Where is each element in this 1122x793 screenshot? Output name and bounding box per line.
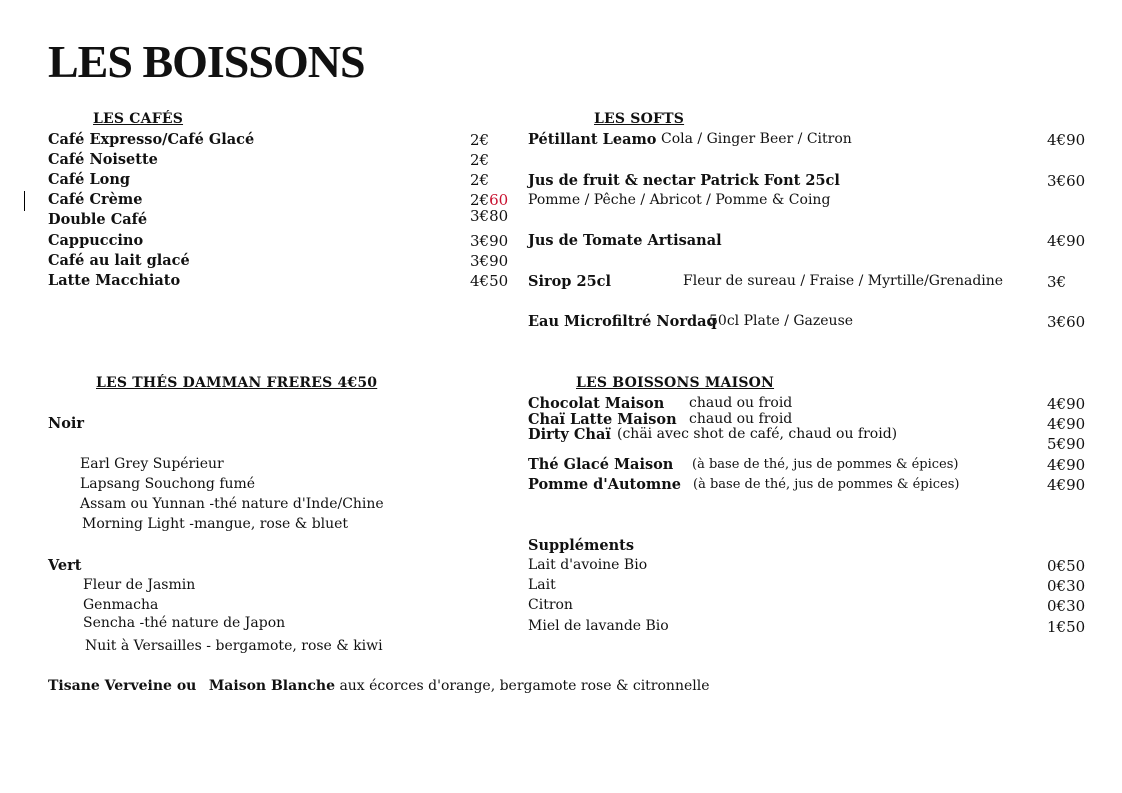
maison-item-name: Thé Glacé Maison <box>528 456 674 473</box>
cafe-price-highlight: 60 <box>489 191 509 209</box>
cafe-item-price: 3€90 <box>470 232 509 250</box>
soft-item-name: Pétillant Leamo <box>528 131 657 148</box>
maison-item-price: 4€90 <box>1047 476 1086 494</box>
cafe-item-price: 2€ <box>470 171 490 189</box>
supplement-item-name: Citron <box>528 597 573 613</box>
tisane-verveine: Tisane Verveine ou <box>48 678 197 694</box>
the-item: Assam ou Yunnan -thé nature d'Inde/Chine <box>80 496 384 512</box>
cafe-item-name: Latte Macchiato <box>48 272 181 289</box>
soft-item-name: Jus de Tomate Artisanal <box>528 232 722 249</box>
maison-item-note: (à base de thé, jus de pommes & épices) <box>692 457 959 472</box>
the-item: Genmacha <box>83 597 159 613</box>
soft-item-price: 3€60 <box>1047 313 1086 331</box>
thes-vert-label: Vert <box>48 557 82 574</box>
maison-item-note: chaud ou froid <box>689 395 793 411</box>
soft-item-price: 3€60 <box>1047 172 1086 190</box>
maison-header-label: LES BOISSONS MAISON <box>576 375 775 391</box>
cafe-item-price: 4€50 <box>470 272 509 290</box>
supplement-item-name: Lait <box>528 577 556 593</box>
supplements-header: Suppléments <box>528 537 634 554</box>
tisane-line <box>48 678 710 694</box>
maison-item-price: 4€90 <box>1047 395 1086 413</box>
soft-item-price: 3€ <box>1047 273 1067 291</box>
thes-noir-label: Noir <box>48 415 85 432</box>
soft-item-name: Sirop 25cl <box>528 273 611 290</box>
cafe-item-price: 2€ <box>470 151 490 169</box>
soft-item-price: 4€90 <box>1047 131 1086 149</box>
cafe-item-name: Double Café <box>48 211 148 228</box>
soft-item-price: 4€90 <box>1047 232 1086 250</box>
soft-item-name: Eau Microfiltré Nordaq <box>528 313 717 330</box>
cafe-item-name: Café Long <box>48 171 130 188</box>
maison-item-price: 4€90 <box>1047 456 1086 474</box>
cafe-price-part: 2€ <box>470 191 490 209</box>
maison-item-price: 4€90 <box>1047 415 1086 433</box>
the-item: Fleur de Jasmin <box>83 577 196 593</box>
supplement-item-price: 0€30 <box>1047 597 1086 615</box>
the-item: Sencha -thé nature de Japon <box>83 615 286 631</box>
cafe-item-name: Café au lait glacé <box>48 252 190 269</box>
the-item: Nuit à Versailles - bergamote, rose & kiwi <box>85 638 383 654</box>
soft-item-options: Fleur de sureau / Fraise / Myrtille/Grenadine <box>683 273 1004 289</box>
maison-item-name: Chaï Latte Maison <box>528 411 677 428</box>
page-title: LES BOISSONS <box>48 36 365 87</box>
cafe-item-name: Café Crème <box>48 191 143 208</box>
maison-item-note: (chäi avec shot de café, chaud ou froid) <box>617 426 898 442</box>
cafes-header-label: LES CAFÉS <box>93 111 184 127</box>
text-cursor <box>24 191 25 211</box>
maison-item-name: Dirty Chaï <box>528 426 611 443</box>
supplement-item-name: Miel de lavande Bio <box>528 618 669 634</box>
cafe-item-price: 2€ <box>470 131 490 149</box>
maison-header <box>528 375 774 391</box>
cafe-item-price: 3€90 <box>470 252 509 270</box>
the-item: Earl Grey Supérieur <box>80 456 224 472</box>
tisane-description: aux écorces d'orange, bergamote rose & citronnelle <box>339 678 710 694</box>
maison-item-note: chaud ou froid <box>689 411 793 427</box>
thes-header <box>48 375 377 391</box>
soft-item-options: 50cl Plate / Gazeuse <box>709 313 854 329</box>
supplement-item-name: Lait d'avoine Bio <box>528 557 648 573</box>
cafe-item-name: Café Expresso/Café Glacé <box>48 131 255 148</box>
maison-item-note: (à base de thé, jus de pommes & épices) <box>693 477 960 492</box>
supplement-item-price: 0€50 <box>1047 557 1086 575</box>
the-item: Morning Light -mangue, rose & bluet <box>82 516 349 532</box>
supplement-item-price: 1€50 <box>1047 618 1086 636</box>
softs-header <box>528 111 684 127</box>
cafe-item-name: Café Noisette <box>48 151 158 168</box>
the-item: Lapsang Souchong fumé <box>80 476 256 492</box>
cafes-header <box>48 111 183 127</box>
maison-item-name: Pomme d'Automne <box>528 476 681 493</box>
cafe-item-price: 3€80 <box>470 207 509 225</box>
cafe-item-name: Cappuccino <box>48 232 144 249</box>
supplement-item-price: 0€30 <box>1047 577 1086 595</box>
thes-header-label: LES THÉS DAMMAN FRERES 4€50 <box>96 375 378 391</box>
maison-item-name: Chocolat Maison <box>528 395 665 412</box>
softs-header-label: LES SOFTS <box>594 111 685 127</box>
soft-item-name: Jus de fruit & nectar Patrick Font 25cl <box>528 172 840 189</box>
soft-item-options: Cola / Ginger Beer / Citron <box>661 131 852 147</box>
tisane-maison-blanche: Maison Blanche <box>208 678 335 694</box>
maison-item-price: 5€90 <box>1047 435 1086 453</box>
soft-item-options: Pomme / Pêche / Abricot / Pomme & Coing <box>528 192 831 208</box>
